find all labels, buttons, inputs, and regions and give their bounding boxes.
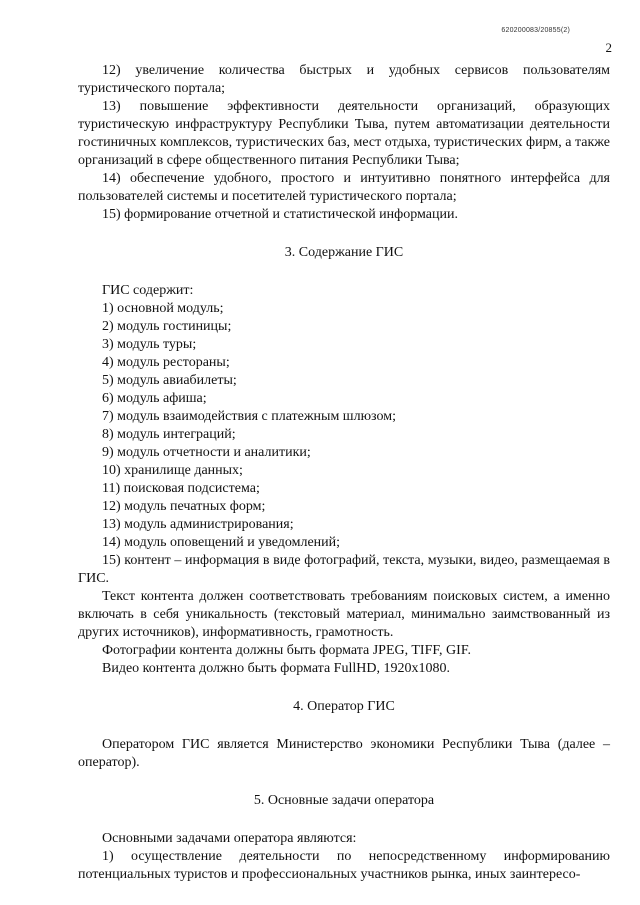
module-item: 13) модуль администрирования; xyxy=(102,517,294,532)
module-item: 2) модуль гостиницы; xyxy=(102,319,232,334)
paragraph: Основными задачами оператора являются: xyxy=(102,831,357,846)
paragraph: ГИС содержит: xyxy=(102,283,194,298)
module-item: 8) модуль интеграций; xyxy=(102,427,236,442)
module-item: 7) модуль взаимодействия с платежным шлюзом; xyxy=(102,409,396,424)
list-item: 14) обеспечение удобного, простого и интуитивно понятного интерфейса для пользователей системы и посетителей туристического портала; xyxy=(78,171,610,204)
module-item: 10) хранилище данных; xyxy=(102,463,243,478)
section-heading-5: 5. Основные задачи оператора xyxy=(253,793,435,808)
module-item: 1) основной модуль; xyxy=(102,301,224,316)
paragraph: Текст контента должен соответствовать требованиям поисковых систем, а именно включать в себя уникальность (текстовый материал, минимально заимствованный из других источников), информативность, грамотность. xyxy=(78,589,610,640)
section-heading-3: 3. Содержание ГИС xyxy=(284,245,404,260)
paragraph: Видео контента должно быть формата FullHD, 1920x1080. xyxy=(102,661,450,676)
module-item: 15) контент – информация в виде фотографий, текста, музыки, видео, размещаемая в ГИС. xyxy=(78,553,610,586)
document-id: 620200083/20855(2) xyxy=(501,27,570,34)
module-item: 3) модуль туры; xyxy=(102,337,197,352)
list-item: 1) осуществление деятельности по непосредственному информированию потенциальных туристов и профессиональных участников рынка, иных заинтересо- xyxy=(78,849,610,882)
document-body xyxy=(78,62,610,884)
paragraph: Фотографии контента должны быть формата JPEG, TIFF, GIF. xyxy=(102,643,471,658)
module-item: 6) модуль афиша; xyxy=(102,391,207,406)
module-item: 12) модуль печатных форм; xyxy=(102,499,266,514)
list-item: 12) увеличение количества быстрых и удобных сервисов пользователям туристического портала; xyxy=(78,63,610,96)
paragraph: Оператором ГИС является Министерство экономики Республики Тыва (далее – оператор). xyxy=(78,737,610,770)
module-item: 14) модуль оповещений и уведомлений; xyxy=(102,535,341,550)
module-item: 9) модуль отчетности и аналитики; xyxy=(102,445,311,460)
list-item: 13) повышение эффективности деятельности организаций, образующих туристическую инфраструктуру Республики Тыва, путем автоматизации деятельности гостиничных комплексов, туристических баз, мест отдыха, туристических фирм, а также организаций в сфере общественного питания Республики Тыва; xyxy=(78,99,610,168)
module-item: 11) поисковая подсистема; xyxy=(102,481,260,496)
list-item: 15) формирование отчетной и статистической информации. xyxy=(102,207,458,222)
module-item: 4) модуль рестораны; xyxy=(102,355,230,370)
section-heading-4: 4. Оператор ГИС xyxy=(293,699,395,714)
page-number: 2 xyxy=(605,40,612,55)
module-item: 5) модуль авиабилеты; xyxy=(102,373,237,388)
